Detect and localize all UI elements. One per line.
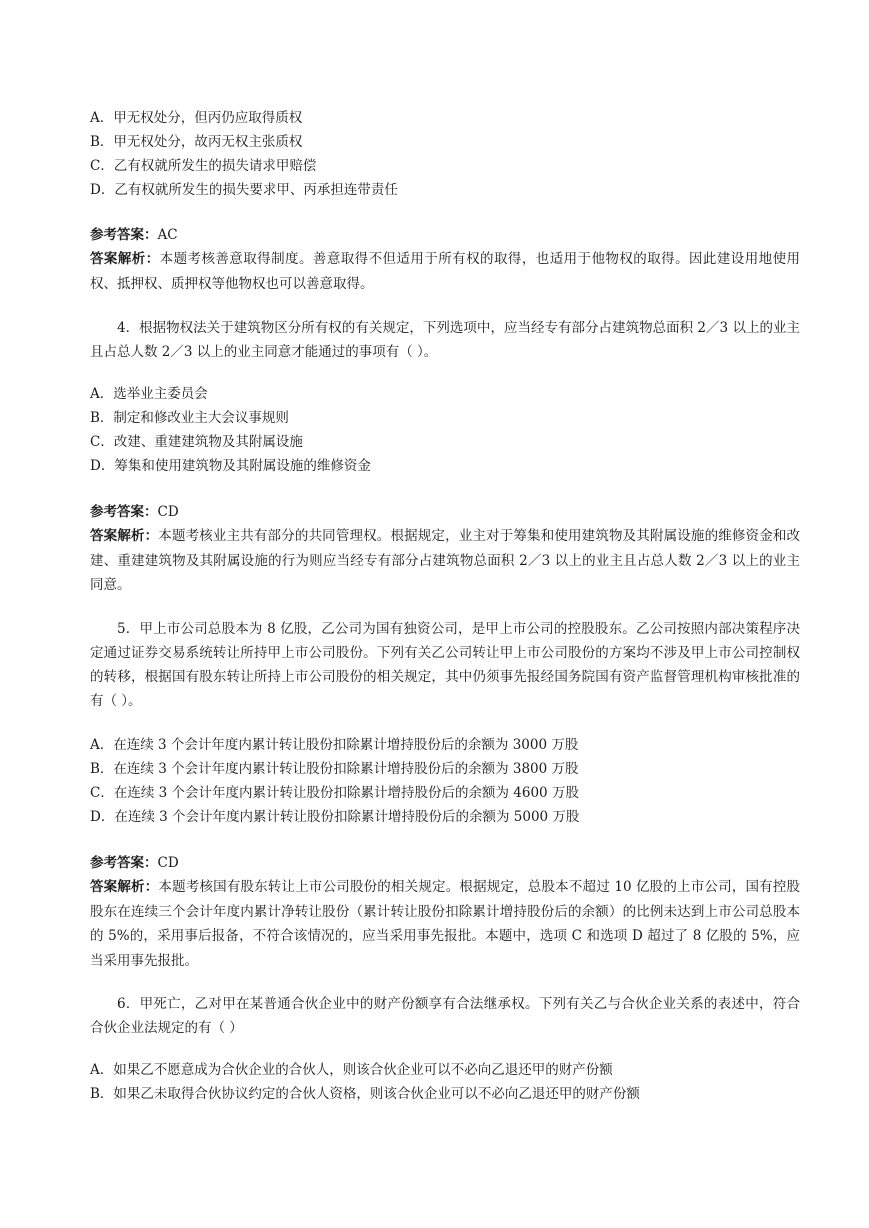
q3-answer [90,223,800,247]
q6-question [90,992,800,1040]
question-text: 4．根据物权法关于建筑物区分所有权的有关规定，下列选项中，应当经专有部分占建筑物总面积 2／3 以上的业主且占总人数 2／3 以上的业主同意才能通过的事项有（ ）。 [90,320,800,360]
q6-option-b: B．如果乙未取得合伙协议约定的合伙人资格，则该合伙企业可以不必向乙退还甲的财产份额 [90,1086,640,1102]
q5-option-b: B．在连续 3 个会计年度内累计转让股份扣除累计增持股份后的余额为 3800 万股 [90,761,579,777]
q5-option-a: A．在连续 3 个会计年度内累计转让股份扣除累计增持股份后的余额为 3000 万股 [90,737,579,753]
q5-options [90,733,800,829]
q5-answer-block [90,851,800,973]
q4-option-d: D．筹集和使用建筑物及其附属设施的维修资金 [90,458,371,474]
answer-value: AC [157,227,178,243]
explanation-label: 答案解析： [90,251,160,267]
q3-option-a: A．甲无权处分，但丙仍应取得质权 [90,110,303,126]
explanation-label: 答案解析： [90,528,159,544]
explanation-text: 本题考核国有股东转让上市公司股份的相关规定。根据规定，总股本不超过 10 亿股的上市公司，国有控股股东在连续三个会计年度内累计净转让股份（累计转让股份扣除累计增持股份后的余额）的比例未达到上市公司总股本的 5%的，采用事后报备，不符合该情况的，应当采用事先报批。本题中，选项 C 和选项 D 超过了 8 亿股的 5%，应当采用事先报批。 [90,879,800,969]
q5-question [90,617,800,713]
q3-explanation [90,247,800,296]
q3-options [90,106,800,202]
q3-answer-block [90,223,800,296]
explanation-text: 本题考核善意取得制度。善意取得不但适用于所有权的取得，也适用于他物权的取得。因此建设用地使用权、抵押权、质押权等他物权也可以善意取得。 [90,251,801,292]
answer-value: CD [157,504,179,520]
q4-answer [90,500,800,524]
q5-option-c: C．在连续 3 个会计年度内累计转让股份扣除累计增持股份后的余额为 4600 万股 [90,785,579,801]
question-text: 5．甲上市公司总股本为 8 亿股，乙公司为国有独资公司，是甲上市公司的控股股东。乙公司按照内部决策程序决定通过证券交易系统转让所持甲上市公司股份。下列有关乙公司转让甲上市公司股份的方案均不涉及甲上市公司控制权的转移，根据国有股东转让所持上市公司股份的相关规定，其中仍须事先报经国务院国有资产监督管理机构审核批准的有（ ）。 [90,621,800,709]
q4-explanation [90,524,800,598]
q3-option-b: B．甲无权处分，故丙无权主张质权 [90,134,303,150]
answer-label: 参考答案： [90,855,158,871]
question-text: 6．甲死亡，乙对甲在某普通合伙企业中的财产份额享有合法继承权。下列有关乙与合伙企业关系的表述中，符合合伙企业法规定的有（ ） [90,996,800,1036]
q4-answer-block [90,500,800,598]
q3-option-d: D．乙有权就所发生的损失要求甲、丙承担连带责任 [90,182,398,198]
q4-question [90,316,800,364]
explanation-label: 答案解析： [90,879,159,895]
q4-options [90,382,800,478]
q3-option-c: C．乙有权就所发生的损失请求甲赔偿 [90,158,317,174]
answer-value: CD [157,855,179,871]
q4-option-c: C．改建、重建建筑物及其附属设施 [90,434,303,450]
q5-answer [90,851,800,875]
q6-options [90,1058,800,1106]
q6-option-a: A．如果乙不愿意成为合伙企业的合伙人，则该合伙企业可以不必向乙退还甲的财产份额 [90,1062,613,1078]
q5-explanation [90,875,800,973]
q4-option-a: A．选举业主委员会 [90,386,208,402]
explanation-text: 本题考核业主共有部分的共同管理权。根据规定，业主对于筹集和使用建筑物及其附属设施的维修资金和改建、重建建筑物及其附属设施的行为则应当经专有部分占建筑物总面积 2／3 以上的业主且占总人数 2／3 以上的业主同意。 [90,528,801,593]
q4-option-b: B．制定和修改业主大会议事规则 [90,410,289,426]
answer-label: 参考答案： [90,227,158,243]
answer-label: 参考答案： [90,504,158,520]
q5-option-d: D．在连续 3 个会计年度内累计转让股份扣除累计增持股份后的余额为 5000 万股 [90,809,580,825]
